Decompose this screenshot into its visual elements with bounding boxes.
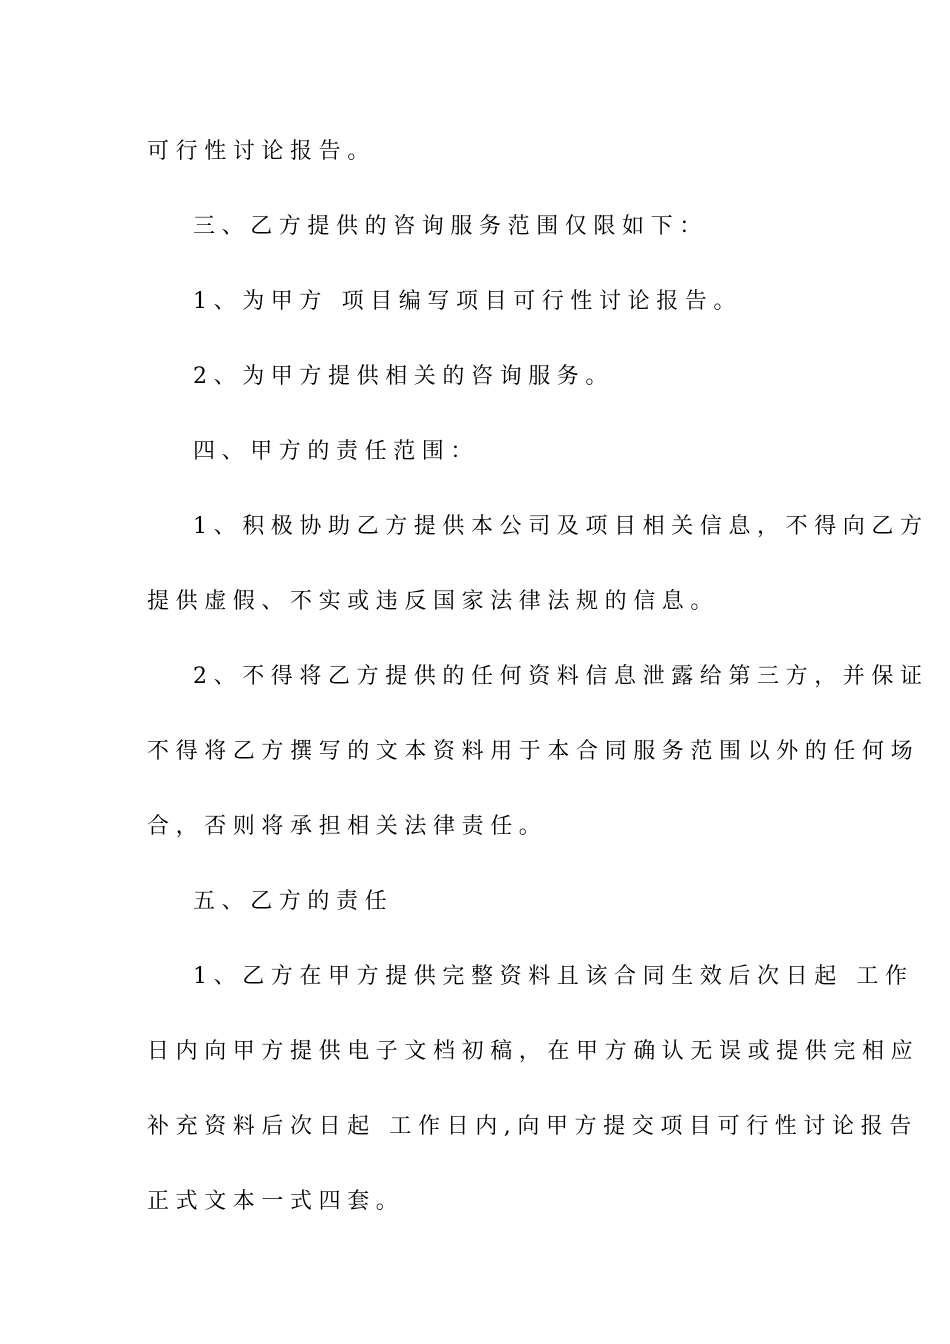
text-line: 2、不得将乙方提供的任何资料信息泄露给第三方，并保证 [193,664,929,689]
text-line: 2、为甲方提供相关的咨询服务。 [193,364,614,389]
text-line: 可行性讨论报告。 [147,139,376,164]
section-heading-4: 四、甲方的责任范围： [193,439,480,464]
section-heading-3: 三、乙方提供的咨询服务范围仅限如下： [193,214,708,239]
text-line: 1、积极协助乙方提供本公司及项目相关信息，不得向乙方 [193,514,929,539]
section-heading-5: 五、乙方的责任 [193,889,394,914]
text-line: 合，否则将承担相关法律责任。 [147,814,548,839]
text-line: 1、乙方在甲方提供完整资料且该合同生效后次日起 工作 [193,964,914,989]
text-line: 补充资料后次日起 工作日内,向甲方提交项目可行性讨论报告 [147,1114,918,1139]
text-line: 1、为甲方 项目编写项目可行性讨论报告。 [193,289,742,314]
text-line: 日内向甲方提供电子文档初稿，在甲方确认无误或提供完相应 [147,1039,920,1064]
text-line: 提供虚假、不实或违反国家法律法规的信息。 [147,589,720,614]
text-line: 不得将乙方撰写的文本资料用于本合同服务范围以外的任何场 [147,739,920,764]
text-line: 正式文本一式四套。 [147,1189,405,1214]
